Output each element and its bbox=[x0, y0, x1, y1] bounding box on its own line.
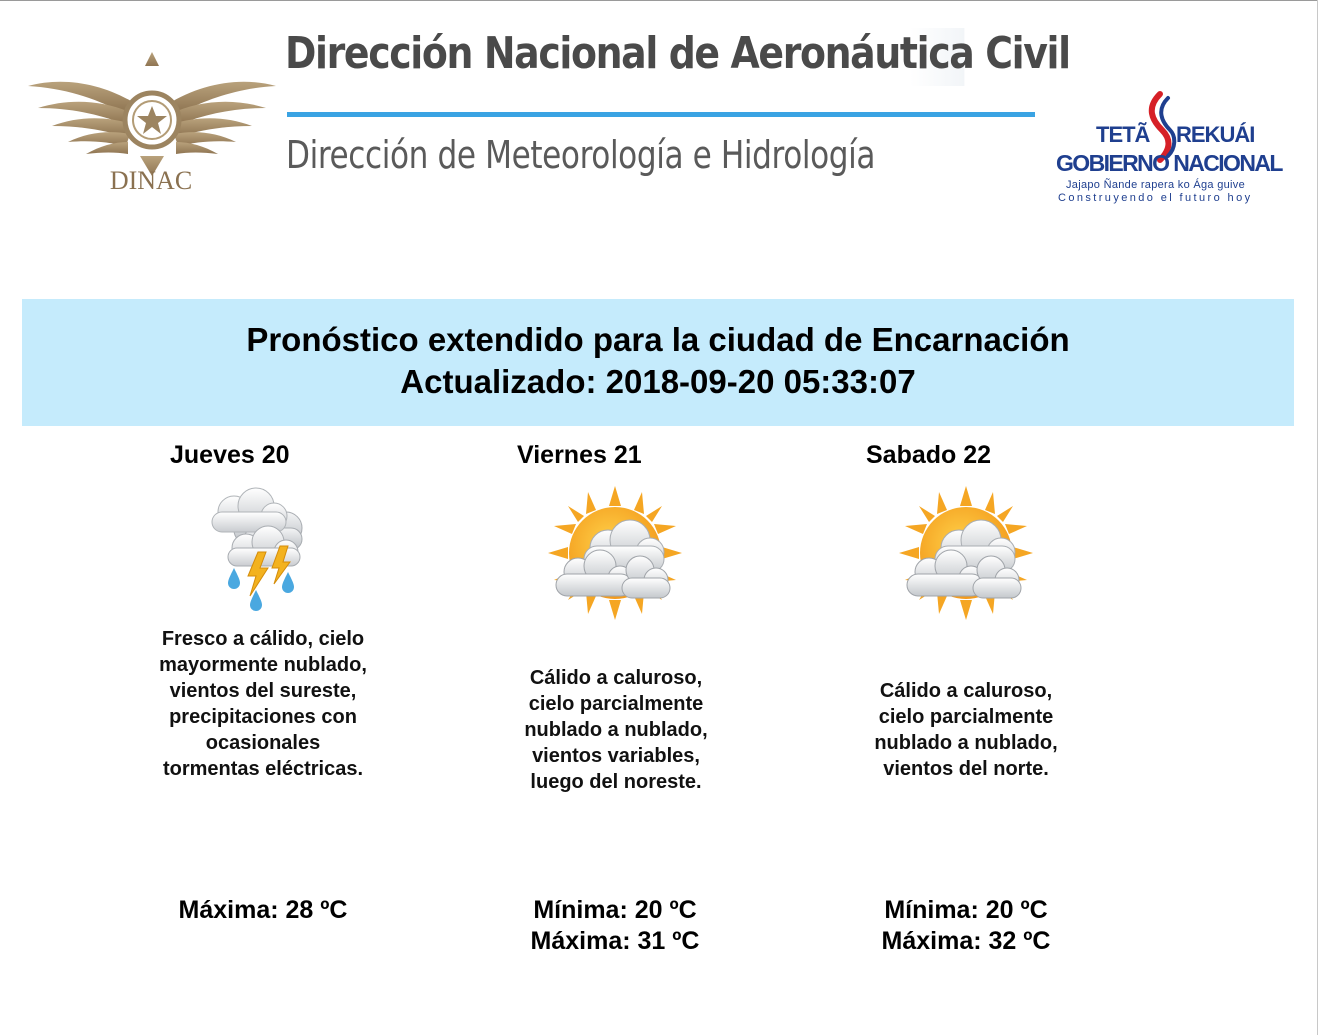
partly-cloudy-icon bbox=[899, 486, 1033, 620]
gov-logo-rekuai: REKUÁI bbox=[1176, 122, 1255, 147]
title-underline bbox=[287, 112, 1035, 117]
day-name: Jueves 20 bbox=[170, 441, 290, 469]
max-temp: Máxima: 32 ºC bbox=[881, 927, 1051, 955]
day-description: Cálido a caluroso, cielo parcialmente nublado a nublado, vientos variables, luego del noreste. bbox=[524, 667, 708, 793]
thunderstorm-rain-icon bbox=[204, 484, 310, 618]
day-description: Fresco a cálido, cielo mayormente nublado, vientos del sureste, precipitaciones con ocasionales tormentas eléctricas. bbox=[159, 628, 367, 780]
gov-logo-line3: Jajapo Ñande rapera ko Ága guive bbox=[1066, 179, 1245, 191]
day-temperatures bbox=[143, 895, 383, 926]
day-name: Sabado 22 bbox=[866, 441, 992, 469]
org-subtitle: Dirección de Meteorología e Hidrología bbox=[286, 133, 876, 177]
min-temp: Mínima: 20 ºC bbox=[533, 896, 697, 924]
forecast-banner bbox=[22, 299, 1294, 426]
day-description: Cálido a caluroso, cielo parcialmente nublado a nublado, vientos del norte. bbox=[874, 680, 1058, 780]
partly-cloudy-icon bbox=[548, 486, 682, 620]
org-title: Dirección Nacional de Aeronáutica Civil bbox=[285, 28, 964, 86]
gov-logo-teta: TETÃ bbox=[1096, 122, 1150, 147]
day-name: Viernes 21 bbox=[517, 441, 642, 469]
gov-logo-line4: Construyendo el futuro hoy bbox=[1058, 192, 1253, 204]
day-temperatures bbox=[495, 895, 735, 957]
min-temp: Mínima: 20 ºC bbox=[884, 896, 1048, 924]
top-border bbox=[0, 0, 1318, 1]
day-temperatures bbox=[846, 895, 1086, 957]
dinac-logo-text: DINAC bbox=[109, 166, 193, 195]
max-temp: Máxima: 31 ºC bbox=[530, 927, 700, 955]
forecast-title: Pronóstico extendido para la ciudad de Encarnación bbox=[246, 321, 1070, 358]
forecast-updated: Actualizado: 2018-09-20 05:33:07 bbox=[400, 363, 916, 400]
max-temp: Máxima: 28 ºC bbox=[178, 896, 348, 924]
gov-logo-line2: GOBIERNO NACIONAL bbox=[1056, 150, 1282, 176]
